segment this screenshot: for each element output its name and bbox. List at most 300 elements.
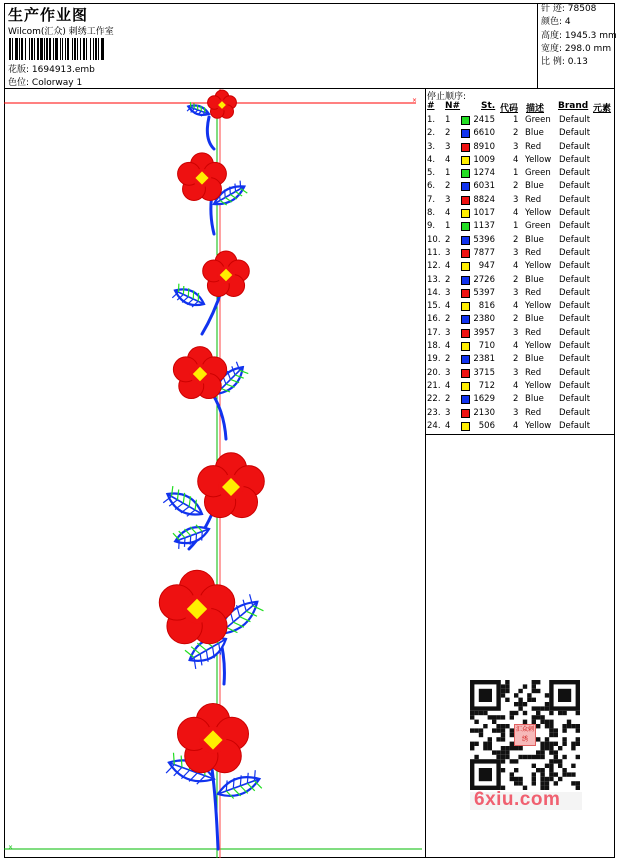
qr-module (571, 772, 575, 776)
qr-module (479, 728, 483, 732)
stop-brand: Default (559, 287, 591, 298)
stop-n: 2 (445, 314, 451, 325)
stop-idx: 4. (427, 154, 436, 165)
stop-desc: Red (525, 327, 542, 338)
qr-module (514, 746, 518, 750)
stop-code: 2 (513, 181, 519, 192)
stop-st: 816 (478, 301, 495, 312)
qr-module (571, 742, 575, 746)
qr-module (518, 755, 522, 759)
stop-n: 3 (445, 407, 451, 418)
stop-brand: Default (559, 354, 591, 365)
qr-module (545, 764, 549, 768)
qr-module (536, 724, 540, 728)
qr-module (510, 715, 514, 719)
barcode-bar (80, 38, 81, 60)
design-preview (4, 89, 426, 858)
qr-module (567, 724, 571, 728)
stop-n: 3 (445, 327, 451, 338)
stop-code: 3 (513, 367, 519, 378)
barcode-bar (90, 38, 91, 60)
stop-desc: Red (525, 194, 542, 205)
stop-row (427, 141, 615, 154)
qr-module (483, 711, 487, 715)
qr-module (501, 715, 505, 719)
stop-row (427, 167, 615, 180)
stop-code: 4 (513, 154, 519, 165)
stop-desc: Red (525, 407, 542, 418)
stop-row (427, 220, 615, 233)
stat-label: 比 例: (541, 57, 565, 68)
qr-module (505, 684, 509, 688)
qr-module (496, 750, 500, 754)
qr-module (540, 742, 544, 746)
qr-finder-core (479, 689, 492, 702)
barcode-bar (12, 38, 13, 60)
qr-module (536, 680, 540, 684)
stop-row (427, 127, 615, 140)
stop-n: 3 (445, 247, 451, 258)
flower (177, 704, 248, 773)
flower (173, 347, 226, 399)
leaf (172, 283, 208, 311)
qr-module (540, 777, 544, 781)
stop-idx: 10. (427, 234, 441, 245)
barcode-bar (37, 38, 39, 60)
flower-vine (159, 90, 264, 849)
qr-module (492, 715, 496, 719)
stop-brand: Default (559, 154, 591, 165)
qr-module (474, 720, 478, 724)
qr-module (540, 772, 544, 776)
qr-module (554, 733, 558, 737)
qr-module (501, 746, 505, 750)
qr-module (540, 746, 544, 750)
qr-module (492, 720, 496, 724)
flower (178, 153, 227, 201)
qr-module (549, 720, 553, 724)
stop-row (427, 194, 615, 207)
qr-module (549, 724, 553, 728)
qr-module (501, 724, 505, 728)
stop-n: 2 (445, 234, 451, 245)
stat-label: 高度: (541, 30, 563, 41)
stop-n: 3 (445, 194, 451, 205)
qr-module (549, 777, 553, 781)
qr-module (576, 728, 580, 732)
stop-brand: Default (559, 181, 591, 192)
stop-desc: Yellow (525, 420, 552, 431)
stop-idx: 5. (427, 168, 436, 179)
qr-module (571, 764, 575, 768)
qr-module (532, 689, 536, 693)
stop-brand: Default (559, 234, 591, 245)
qr-module (554, 759, 558, 763)
guide-marker: × (412, 97, 418, 104)
color-swatch (461, 395, 470, 404)
stop-brand: Default (559, 261, 591, 272)
stop-code: 2 (513, 128, 519, 139)
design-file-value: 1694913.emb (31, 65, 95, 75)
stop-idx: 18. (427, 341, 441, 352)
qr-module (510, 746, 514, 750)
qr-module (545, 720, 549, 724)
thread-panel (426, 89, 615, 858)
stop-idx: 7. (427, 194, 436, 205)
design-file (8, 62, 95, 75)
stop-row (427, 114, 615, 127)
stop-row (427, 207, 615, 220)
qr-module (514, 693, 518, 697)
stem (207, 117, 214, 149)
colorway-label: 色位: (8, 78, 30, 88)
qr-module (576, 742, 580, 746)
stop-st: 8824 (473, 194, 495, 205)
stop-desc: Red (525, 367, 542, 378)
stop-row (427, 393, 615, 406)
stop-row (427, 180, 615, 193)
qr-module (554, 750, 558, 754)
qr-module (474, 711, 478, 715)
stop-st: 710 (478, 341, 495, 352)
color-swatch (461, 342, 470, 351)
col-stitches: St. (481, 101, 496, 111)
stop-idx: 15. (427, 301, 441, 312)
color-swatch (461, 156, 470, 165)
qr-module (470, 742, 474, 746)
stop-st: 7877 (473, 247, 495, 258)
qr-module (558, 759, 562, 763)
color-swatch (461, 209, 470, 218)
qr-module (576, 781, 580, 785)
color-swatch (461, 196, 470, 205)
stop-n: 3 (445, 287, 451, 298)
qr-module (536, 737, 540, 741)
qr-module (514, 702, 518, 706)
stop-code: 2 (513, 314, 519, 325)
qr-module (532, 781, 536, 785)
qr-module (496, 715, 500, 719)
qr-logo: 汇众刺绣 (514, 724, 536, 746)
qr-module (483, 724, 487, 728)
design-stats (537, 3, 615, 89)
qr-module (474, 755, 478, 759)
barcode (9, 38, 144, 60)
qr-module (470, 711, 474, 715)
stop-code: 3 (513, 141, 519, 152)
qr-module (540, 750, 544, 754)
color-swatch (461, 116, 470, 125)
stop-desc: Blue (525, 394, 544, 405)
qr-module (496, 724, 500, 728)
col-code: 代码 (500, 104, 519, 114)
qr-module (545, 702, 549, 706)
stop-idx: 1. (427, 115, 436, 125)
stat-value: 298.0 mm (564, 43, 612, 54)
qr-module (545, 737, 549, 741)
stat-scale (541, 56, 615, 69)
barcode-bar (93, 38, 94, 60)
stop-code: 1 (513, 115, 519, 125)
qr-module (562, 728, 566, 732)
colorway (8, 75, 82, 88)
qr-module (510, 777, 514, 781)
barcode-bar (21, 38, 23, 60)
qr-module (488, 742, 492, 746)
qr-module (532, 698, 536, 702)
stop-brand: Default (559, 141, 591, 152)
color-swatch (461, 262, 470, 271)
barcode-bar (65, 38, 66, 60)
stop-st: 6031 (473, 181, 495, 192)
qr-module (505, 680, 509, 684)
qr-module (571, 781, 575, 785)
stat-label: 针 迹: (541, 4, 565, 14)
stop-n: 4 (445, 301, 451, 312)
stop-row (427, 340, 615, 353)
stop-desc: Red (525, 141, 542, 152)
stat-colors (541, 16, 615, 29)
qr-module (501, 693, 505, 697)
stop-sequence-label: 停止顺序: (427, 92, 467, 102)
qr-module (576, 711, 580, 715)
stop-code: 3 (513, 247, 519, 258)
stop-n: 3 (445, 141, 451, 152)
stop-st: 1009 (473, 154, 495, 165)
stop-brand: Default (559, 208, 591, 219)
qr-module (518, 689, 522, 693)
barcode-bar (44, 38, 45, 60)
barcode-bar (86, 38, 87, 60)
stat-label: 颜色: (541, 17, 563, 28)
qr-module (576, 724, 580, 728)
color-swatch (461, 369, 470, 378)
barcode-bar (15, 38, 18, 60)
color-swatch (461, 169, 470, 178)
col-index: # (427, 101, 435, 111)
stop-n: 4 (445, 208, 451, 219)
qr-module (554, 728, 558, 732)
stat-value: 78508 (567, 4, 597, 14)
stop-st: 3715 (473, 367, 495, 378)
watermark: 6xiu.com (474, 789, 561, 810)
stop-n: 4 (445, 341, 451, 352)
qr-module (514, 768, 518, 772)
qr-module (523, 755, 527, 759)
stop-st: 712 (478, 380, 495, 391)
qr-finder-core (479, 768, 492, 781)
stop-desc: Yellow (525, 341, 552, 352)
stop-idx: 8. (427, 208, 436, 219)
col-brand: Brand (558, 101, 589, 111)
qr-module (474, 728, 478, 732)
qr-module (532, 715, 536, 719)
stop-st: 2381 (473, 354, 495, 365)
stop-st: 5396 (473, 234, 495, 245)
qr-module (532, 684, 536, 688)
stop-n: 2 (445, 394, 451, 405)
leaf (187, 102, 211, 119)
stop-idx: 21. (427, 380, 441, 391)
stop-brand: Default (559, 394, 591, 405)
stop-n: 2 (445, 181, 451, 192)
qr-module (518, 698, 522, 702)
qr-module (532, 777, 536, 781)
stop-code: 4 (513, 208, 519, 219)
stop-code: 4 (513, 380, 519, 391)
barcode-bar (60, 38, 61, 60)
qr-module (562, 724, 566, 728)
color-swatch (461, 422, 470, 431)
color-swatch (461, 355, 470, 364)
stop-code: 4 (513, 301, 519, 312)
qr-module (536, 755, 540, 759)
col-element: 元素 (593, 104, 612, 114)
color-swatch (461, 182, 470, 191)
stop-row (427, 300, 615, 313)
stop-row (427, 313, 615, 326)
stop-desc: Green (525, 221, 551, 232)
stop-st: 2415 (473, 115, 495, 125)
guide-marker: × (8, 844, 14, 851)
stop-st: 1017 (473, 208, 495, 219)
stop-n: 2 (445, 274, 451, 285)
flower (198, 453, 265, 518)
qr-module (567, 772, 571, 776)
barcode-bar (29, 38, 30, 60)
stop-brand: Default (559, 128, 591, 139)
stat-stitches (541, 3, 615, 16)
stop-brand: Default (559, 380, 591, 391)
qr-module (536, 689, 540, 693)
qr-module (545, 693, 549, 697)
stop-desc: Yellow (525, 261, 552, 272)
stop-st: 1274 (473, 168, 495, 179)
stop-brand: Default (559, 115, 591, 125)
qr-module (536, 768, 540, 772)
barcode-bar (46, 38, 48, 60)
stat-value: 1945.3 mm (564, 30, 617, 41)
color-swatch (461, 276, 470, 285)
color-swatch (461, 236, 470, 245)
flower (203, 251, 250, 296)
stop-desc: Blue (525, 314, 544, 325)
stop-row (427, 327, 615, 340)
qr-module (576, 737, 580, 741)
qr-module (492, 750, 496, 754)
stop-desc: Green (525, 168, 551, 179)
qr-module (549, 742, 553, 746)
stop-brand: Default (559, 301, 591, 312)
qr-module (549, 728, 553, 732)
stop-st: 947 (478, 261, 495, 272)
qr-module (536, 750, 540, 754)
col-n: N# (445, 101, 461, 111)
qr-module (532, 706, 536, 710)
qr-module (518, 781, 522, 785)
design-file-label: 花版: (8, 65, 30, 75)
qr-module (549, 750, 553, 754)
qr-module (505, 724, 509, 728)
qr-module (532, 755, 536, 759)
stop-code: 2 (513, 274, 519, 285)
stop-idx: 16. (427, 314, 441, 325)
qr-module (558, 711, 562, 715)
stop-row (427, 420, 615, 433)
qr-module (505, 698, 509, 702)
stop-row (427, 234, 615, 247)
color-swatch (461, 329, 470, 338)
panel-divider (426, 434, 615, 435)
leaf (215, 770, 263, 803)
qr-module (514, 777, 518, 781)
qr-module (527, 698, 531, 702)
qr-module (496, 755, 500, 759)
qr-module (518, 746, 522, 750)
barcode-bar (74, 38, 76, 60)
qr-module (501, 759, 505, 763)
qr-module (549, 746, 553, 750)
stop-desc: Blue (525, 234, 544, 245)
stop-desc: Yellow (525, 301, 552, 312)
stop-code: 4 (513, 341, 519, 352)
barcode-bar (34, 38, 35, 60)
barcode-bar (9, 38, 11, 60)
qr-module (540, 706, 544, 710)
stop-code: 3 (513, 287, 519, 298)
qr-module (501, 689, 505, 693)
stop-desc: Yellow (525, 380, 552, 391)
stat-width (541, 43, 615, 56)
stop-desc: Blue (525, 274, 544, 285)
qr-module (540, 781, 544, 785)
qr-module (505, 755, 509, 759)
stop-idx: 9. (427, 221, 436, 232)
flower (159, 570, 234, 643)
qr-module (505, 689, 509, 693)
qr-module (510, 772, 514, 776)
stat-label: 宽度: (541, 43, 563, 54)
stop-code: 2 (513, 234, 519, 245)
stop-desc: Blue (525, 181, 544, 192)
stop-desc: Yellow (525, 208, 552, 219)
qr-module (554, 781, 558, 785)
qr-module (549, 759, 553, 763)
stop-row (427, 407, 615, 420)
qr-module (501, 728, 505, 732)
qr-module (505, 746, 509, 750)
qr-module (523, 711, 527, 715)
stop-st: 2130 (473, 407, 495, 418)
stop-row (427, 154, 615, 167)
qr-module (545, 742, 549, 746)
qr-module (567, 720, 571, 724)
qr-module (510, 711, 514, 715)
stop-idx: 2. (427, 128, 436, 139)
stop-row (427, 380, 615, 393)
embroidery-design (4, 89, 426, 858)
stop-idx: 24. (427, 420, 441, 431)
stop-brand: Default (559, 327, 591, 338)
qr-module (501, 733, 505, 737)
qr-module (554, 742, 558, 746)
qr-module (483, 742, 487, 746)
stop-brand: Default (559, 367, 591, 378)
company-name: Wilcom(汇众) 刺绣工作室 (8, 27, 114, 37)
color-swatch (461, 302, 470, 311)
qr-module (470, 715, 474, 719)
qr-module (492, 728, 496, 732)
